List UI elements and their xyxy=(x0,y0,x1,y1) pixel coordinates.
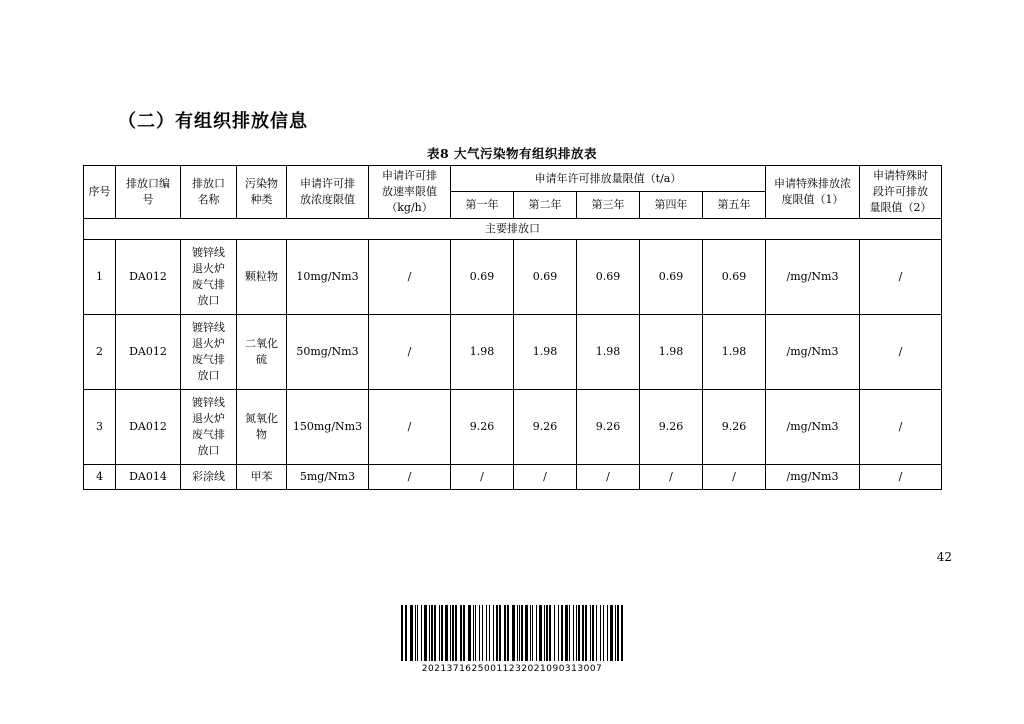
header-year-3: 第三年 xyxy=(577,192,640,218)
table-group-row xyxy=(84,218,942,239)
cell-year-2: 1.98 xyxy=(514,314,577,389)
table-caption: 表8 大气污染物有组织排放表 xyxy=(426,146,598,161)
header-year-5: 第五年 xyxy=(703,192,766,218)
cell-outlet-code: DA014 xyxy=(116,464,181,489)
cell-special-concentration: /mg/Nm3 xyxy=(766,314,860,389)
cell-year-4: / xyxy=(640,464,703,489)
cell-outlet-name: 镀锌线退火炉废气排放口 xyxy=(181,239,237,314)
table-row xyxy=(84,239,942,314)
header-outlet-name: 排放口名称 xyxy=(181,166,237,219)
cell-year-4: 1.98 xyxy=(640,314,703,389)
cell-concentration-limit: 150mg/Nm3 xyxy=(287,389,369,464)
header-year-4: 第四年 xyxy=(640,192,703,218)
cell-outlet-code: DA012 xyxy=(116,389,181,464)
cell-year-4: 9.26 xyxy=(640,389,703,464)
cell-outlet-code: DA012 xyxy=(116,314,181,389)
emission-table xyxy=(83,165,942,490)
cell-concentration-limit: 10mg/Nm3 xyxy=(287,239,369,314)
cell-rate-limit: / xyxy=(369,389,451,464)
cell-year-2: 9.26 xyxy=(514,389,577,464)
header-year-1: 第一年 xyxy=(451,192,514,218)
cell-year-3: 1.98 xyxy=(577,314,640,389)
cell-year-5: 9.26 xyxy=(703,389,766,464)
header-special-amount: 申请特殊时段许可排放量限值（2） xyxy=(860,166,942,219)
cell-seq: 1 xyxy=(84,239,116,314)
cell-concentration-limit: 5mg/Nm3 xyxy=(287,464,369,489)
cell-outlet-name: 彩涂线 xyxy=(181,464,237,489)
header-rate-limit: 申请许可排放速率限值（kg/h） xyxy=(369,166,451,219)
header-annual-amount-group: 申请年许可排放量限值（t/a） xyxy=(451,166,766,192)
cell-year-4: 0.69 xyxy=(640,239,703,314)
cell-special-amount: / xyxy=(860,314,942,389)
cell-special-amount: / xyxy=(860,389,942,464)
header-seq: 序号 xyxy=(84,166,116,219)
page-number: 42 xyxy=(936,550,952,564)
barcode-image xyxy=(401,605,623,661)
barcode-text: 20213716250011232021090313007 xyxy=(421,664,603,674)
section-heading: （二）有组织排放信息 xyxy=(118,111,308,132)
cell-special-concentration: /mg/Nm3 xyxy=(766,389,860,464)
header-outlet-code: 排放口编号 xyxy=(116,166,181,219)
header-year-2: 第二年 xyxy=(514,192,577,218)
cell-year-5: / xyxy=(703,464,766,489)
cell-pollutant: 二氧化硫 xyxy=(237,314,287,389)
header-concentration-limit: 申请许可排放浓度限值 xyxy=(287,166,369,219)
cell-special-amount: / xyxy=(860,239,942,314)
cell-concentration-limit: 50mg/Nm3 xyxy=(287,314,369,389)
cell-special-concentration: /mg/Nm3 xyxy=(766,464,860,489)
cell-year-3: 9.26 xyxy=(577,389,640,464)
cell-year-2: / xyxy=(514,464,577,489)
barcode-area xyxy=(0,592,1024,674)
table-row xyxy=(84,314,942,389)
cell-special-concentration: /mg/Nm3 xyxy=(766,239,860,314)
header-special-concentration: 申请特殊排放浓度限值（1） xyxy=(766,166,860,219)
table-row xyxy=(84,389,942,464)
cell-year-3: 0.69 xyxy=(577,239,640,314)
cell-year-5: 1.98 xyxy=(703,314,766,389)
cell-year-1: 0.69 xyxy=(451,239,514,314)
table-header-row-1 xyxy=(84,166,942,192)
table-row xyxy=(84,464,942,489)
cell-outlet-name: 镀锌线退火炉废气排放口 xyxy=(181,314,237,389)
cell-outlet-code: DA012 xyxy=(116,239,181,314)
cell-pollutant: 氮氧化物 xyxy=(237,389,287,464)
cell-rate-limit: / xyxy=(369,239,451,314)
cell-seq: 4 xyxy=(84,464,116,489)
cell-seq: 3 xyxy=(84,389,116,464)
cell-year-1: 1.98 xyxy=(451,314,514,389)
cell-year-3: / xyxy=(577,464,640,489)
cell-year-5: 0.69 xyxy=(703,239,766,314)
cell-rate-limit: / xyxy=(369,464,451,489)
cell-year-1: 9.26 xyxy=(451,389,514,464)
group-label-main-outlet: 主要排放口 xyxy=(84,218,942,239)
header-pollutant: 污染物种类 xyxy=(237,166,287,219)
cell-year-2: 0.69 xyxy=(514,239,577,314)
cell-outlet-name: 镀锌线退火炉废气排放口 xyxy=(181,389,237,464)
cell-year-1: / xyxy=(451,464,514,489)
cell-seq: 2 xyxy=(84,314,116,389)
cell-pollutant: 颗粒物 xyxy=(237,239,287,314)
cell-special-amount: / xyxy=(860,464,942,489)
cell-pollutant: 甲苯 xyxy=(237,464,287,489)
cell-rate-limit: / xyxy=(369,314,451,389)
